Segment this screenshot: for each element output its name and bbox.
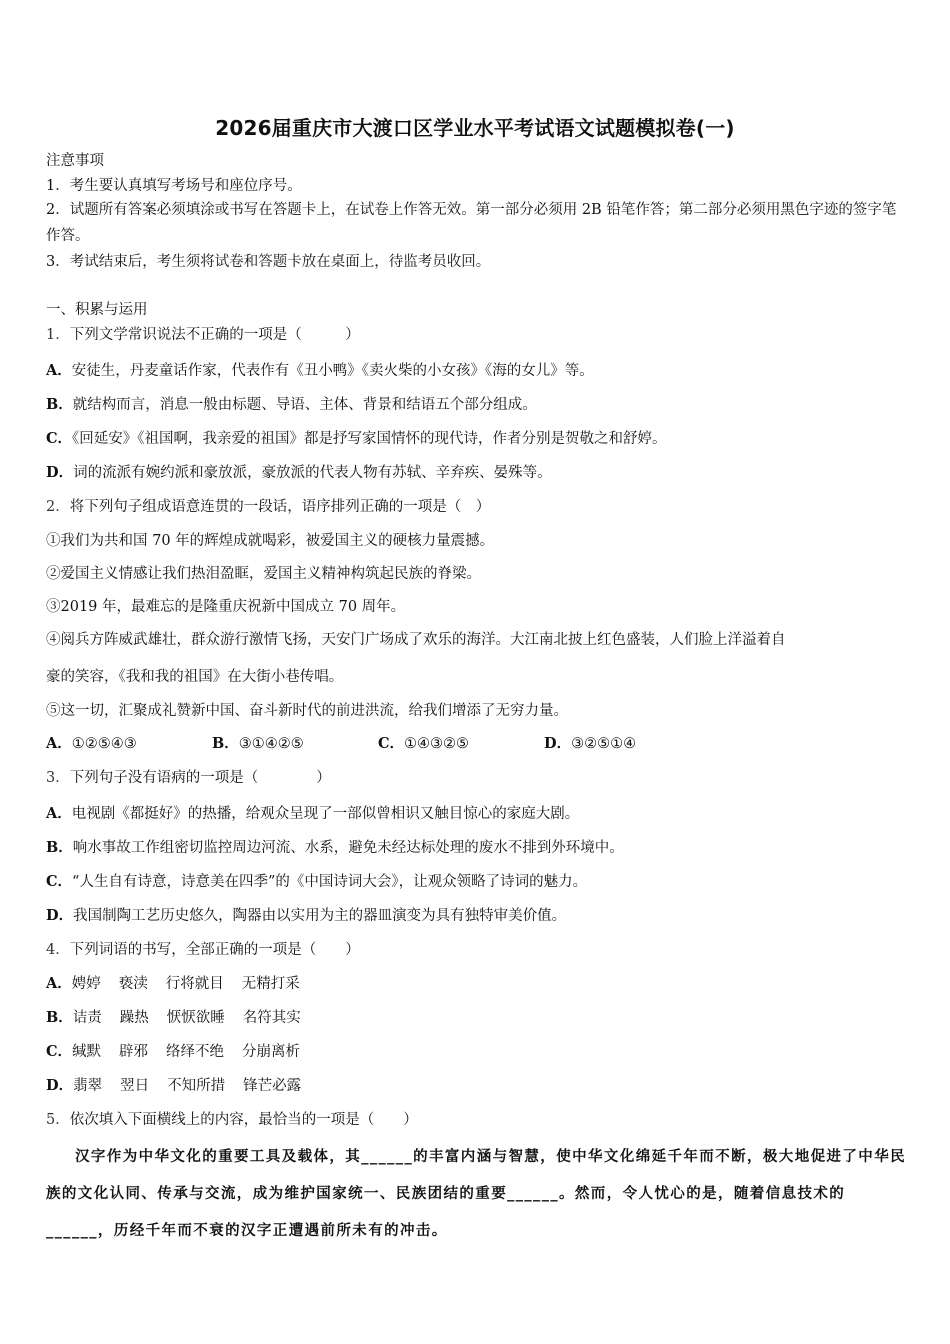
q3-option-b: B．响水事故工作组密切监控周边河流、水系，避免未经达标处理的废水不排到外环境中。: [46, 839, 624, 856]
q1-option-d: D．词的流派有婉约派和豪放派，豪放派的代表人物有苏轼、辛弃疾、晏殊等。: [46, 464, 552, 481]
question-number: 5．: [46, 1112, 70, 1128]
q2-sentence-1: ①我们为共和国 70 年的辉煌成就喝彩，被爱国主义的硬核力量震撼。: [46, 533, 495, 549]
question-1-stem: [46, 325, 360, 345]
question-number: 4．: [46, 942, 70, 958]
q2-options: [46, 734, 710, 754]
q3-option-c: C．“人生自有诗意，诗意美在四季”的《中国诗词大会》，让观众领略了诗词的魅力。: [46, 873, 588, 890]
question-4-stem: [46, 940, 360, 960]
q5-passage: 汉字作为中华文化的重要工具及载体，其______的丰富内涵与智慧，使中华文化绵延千年而不断，极大地促进了中华民族的文化认同、传承与交流，成为维护国家统一、民族团结的重要______。然而，令人忧心的是，随着信息技术的______，历经千年而不衰的汉字正遭遇前所未有的冲击。: [46, 1148, 906, 1239]
question-text: 下列文学常识说法不正确的一项是（ ）: [69, 327, 360, 343]
question-text: 下列句子没有语病的一项是（ ）: [69, 770, 331, 786]
question-text: 依次填入下面横线上的内容，最恰当的一项是（ ）: [69, 1112, 418, 1128]
q2-sentence-4: ④阅兵方阵威武雄壮，群众游行激情飞扬，天安门广场成了欢乐的海洋。大江南北披上红色盛装，人们脸上洋溢着自: [46, 632, 786, 648]
q3-option-d: D．我国制陶工艺历史悠久，陶器由以实用为主的器皿演变为具有独特审美价值。: [46, 907, 567, 924]
q1-option-c: C．《回延安》《祖国啊，我亲爱的祖国》都是抒写家国情怀的现代诗，作者分别是贺敬之和舒婷。: [46, 430, 667, 447]
notice-item-3: 3．考试结束后，考生须将试卷和答题卡放在桌面上，待监考员收回。: [46, 254, 491, 270]
q4-option-b: B．诘责 躁热 恹恹欲睡 名符其实: [46, 1009, 301, 1026]
notice-item-1: 1．考生要认真填写考场号和座位序号。: [46, 178, 302, 194]
notice-heading: 注意事项: [46, 153, 104, 169]
q4-option-a: A．娉婷 亵渎 行将就目 无精打采: [46, 975, 300, 992]
q2-sentence-2: ②爱国主义情感让我们热泪盈眶，爱国主义精神构筑起民族的脊梁。: [46, 566, 481, 582]
question-3-stem: [46, 768, 331, 788]
q2-option-c: C．①④③②⑤: [378, 735, 470, 752]
q4-option-c: C．缄默 辟邪 络绎不绝 分崩离析: [46, 1043, 301, 1060]
q2-option-b: B．③①④②⑤: [212, 735, 304, 752]
question-number: 1．: [46, 327, 70, 343]
q4-option-d: D．翡翠 翌日 不知所措 锋芒必露: [46, 1077, 302, 1094]
question-text: 将下列句子组成语意连贯的一段话，语序排列正确的一项是（ ）: [69, 499, 491, 515]
question-2-stem: [46, 497, 490, 517]
page-title: 2026届重庆市大渡口区学业水平考试语文试题模拟卷(一): [215, 116, 735, 140]
notice-item-2: 2．试题所有答案必须填涂或书写在答题卡上，在试卷上作答无效。第一部分必须用 2B 铅笔作答；第二部分必须用黑色字迹的签字笔作答。: [46, 202, 897, 244]
q2-sentence-5: ⑤这一切，汇聚成礼赞新中国、奋斗新时代的前进洪流，给我们增添了无穷力量。: [46, 703, 568, 719]
question-5-stem: [46, 1110, 418, 1130]
q2-option-d: D．③②⑤①④: [544, 735, 637, 752]
section-heading: 一、积累与运用: [46, 302, 148, 318]
q2-sentence-4-cont: 豪的笑容，《我和我的祖国》在大街小巷传唱。: [46, 669, 344, 685]
q2-option-a: A．①②⑤④③: [46, 735, 137, 752]
q3-option-a: A．电视剧《都挺好》的热播，给观众呈现了一部似曾相识又触目惊心的家庭大剧。: [46, 805, 580, 822]
question-number: 2．: [46, 499, 70, 515]
q1-option-a: A．安徒生，丹麦童话作家，代表作有《丑小鸭》《卖火柴的小女孩》《海的女儿》等。: [46, 362, 594, 379]
question-text: 下列词语的书写，全部正确的一项是（ ）: [69, 942, 360, 958]
question-number: 3．: [46, 770, 70, 786]
q1-option-b: B．就结构而言，消息一般由标题、导语、主体、背景和结语五个部分组成。: [46, 396, 537, 413]
q2-sentence-3: ③2019 年，最难忘的是隆重庆祝新中国成立 70 周年。: [46, 599, 406, 615]
